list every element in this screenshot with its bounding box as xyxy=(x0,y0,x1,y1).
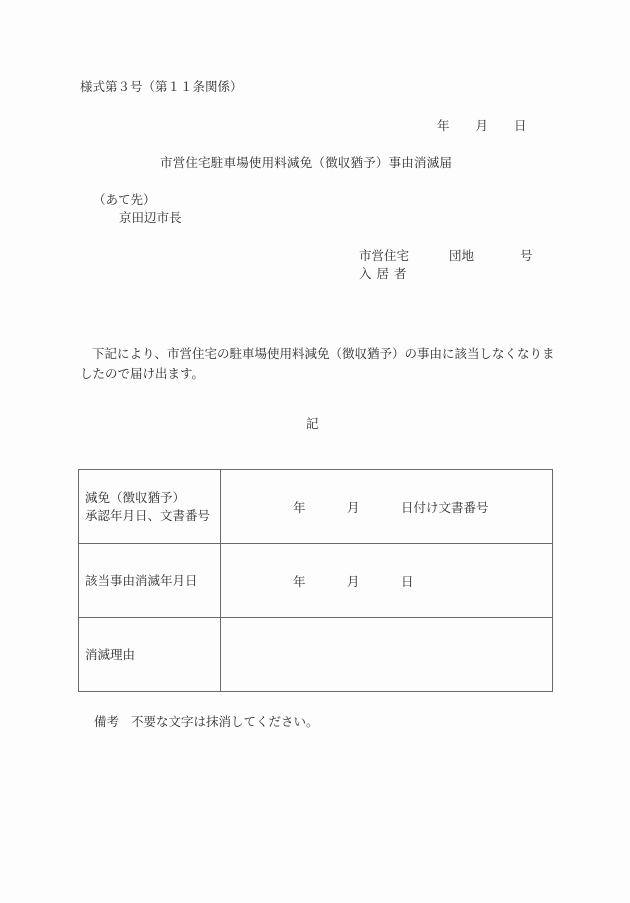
extinction-date-field[interactable] xyxy=(221,544,553,618)
ki-heading: 記 xyxy=(306,416,319,431)
month-unit: 月 xyxy=(347,499,360,515)
resident-label: 入居者 xyxy=(359,266,412,281)
approval-date-label xyxy=(79,470,221,544)
table-row xyxy=(79,618,553,692)
extinction-date-label: 該当事由消滅年月日 xyxy=(79,544,221,618)
month-unit: 月 xyxy=(347,573,360,589)
estate-label: 団地 xyxy=(449,248,475,263)
date-day: 日 xyxy=(514,118,527,133)
addressee-label: （あて先） xyxy=(93,192,156,207)
date-year: 年 xyxy=(437,118,450,133)
approval-date-field[interactable] xyxy=(221,470,553,544)
body-paragraph: 下記により、市営住宅の駐車場使用料減免（徴収猶予）の事由に該当しなくなりましたので届け出ます。 xyxy=(80,346,555,381)
year-unit: 年 xyxy=(293,499,306,515)
date-month: 月 xyxy=(475,118,489,133)
extinction-reason-field[interactable] xyxy=(221,618,553,692)
table-row xyxy=(79,544,553,618)
housing-label: 市営住宅 xyxy=(359,248,410,263)
record-table xyxy=(78,469,553,692)
remarks-label: 備考 xyxy=(94,714,120,729)
extinction-reason-label: 消滅理由 xyxy=(79,618,221,692)
day-unit: 日 xyxy=(401,573,414,589)
form-number: 様式第３号（第１１条関係） xyxy=(80,79,243,94)
year-unit: 年 xyxy=(293,573,306,589)
number-label: 号 xyxy=(520,248,533,263)
applicant-block xyxy=(359,250,533,286)
submission-date xyxy=(437,120,527,133)
doc-number-unit: 日付け文書番号 xyxy=(401,499,489,515)
remarks-text: 不要な文字は抹消してください。 xyxy=(131,714,319,729)
table-row xyxy=(79,470,553,544)
addressee-name: 京田辺市長 xyxy=(119,210,182,225)
label-line: 承認年月日、文書番号 xyxy=(85,507,211,523)
label-line: 減免（徴収猶予） xyxy=(85,489,186,505)
document-title: 市営住宅駐車場使用料減免（徴収猶予）事由消滅届 xyxy=(160,155,453,170)
remarks xyxy=(94,716,319,729)
